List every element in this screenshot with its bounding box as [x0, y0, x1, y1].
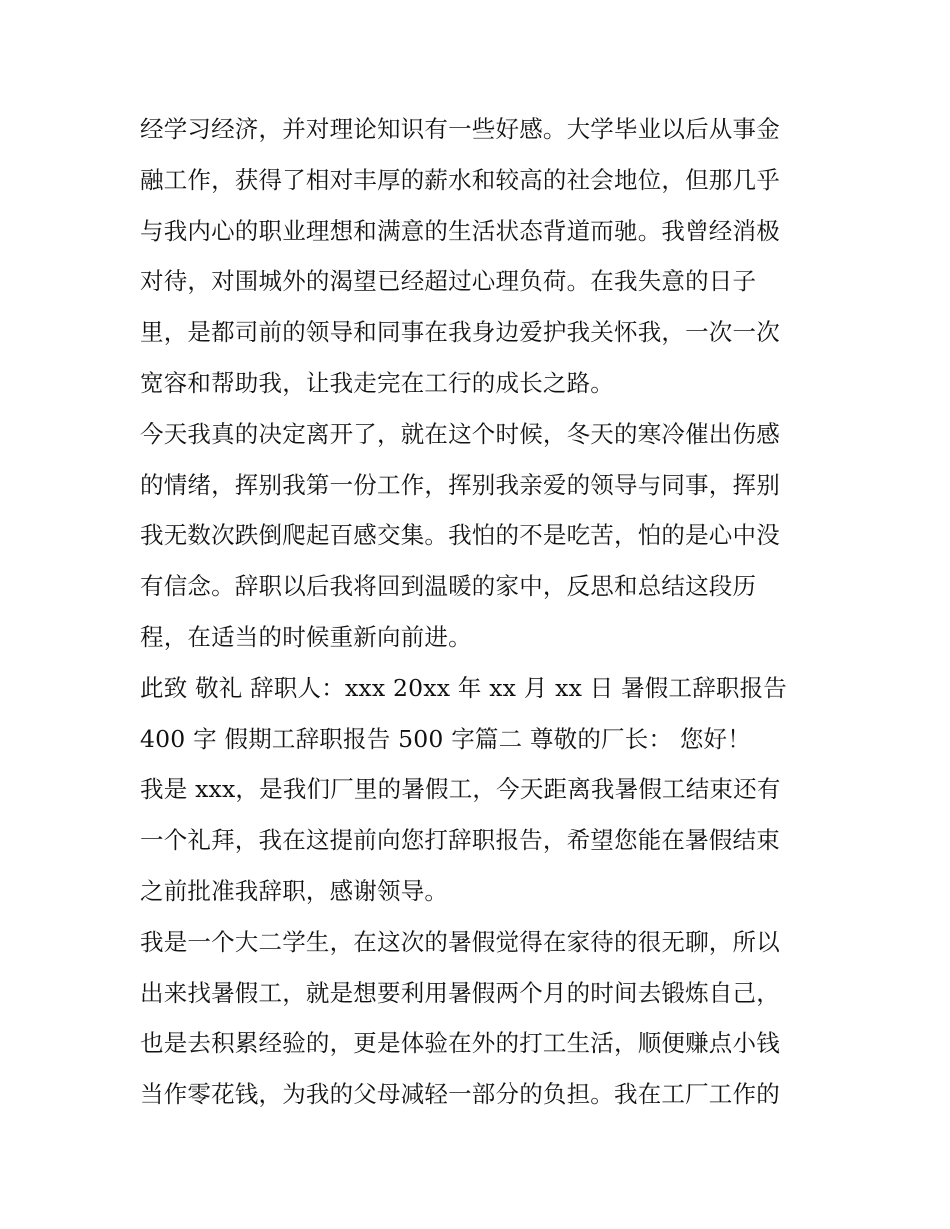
- text-line: 也是去积累经验的，更是体验在外的打工生活，顺便赚点小钱: [140, 1029, 780, 1058]
- text-line: 融工作，获得了相对丰厚的薪水和较高的社会地位，但那几乎: [140, 165, 780, 194]
- text-line: 今天我真的决定离开了，就在这个时候，冬天的寒冷催出伤感: [140, 419, 780, 448]
- text-line: 我无数次跌倒爬起百感交集。我怕的不是吃苦，怕的是心中没: [140, 521, 780, 550]
- text-line: 我是 xxx，是我们厂里的暑假工，今天距离我暑假工结束还有: [140, 775, 781, 804]
- text-line: 此致 敬礼 辞职人：xxx 20xx 年 xx 月 xx 日 暑假工辞职报告: [140, 673, 788, 702]
- text-line: 一个礼拜，我在这提前向您打辞职报告，希望您能在暑假结束: [140, 826, 780, 855]
- text-line: 之前批准我辞职，感谢领导。: [140, 876, 449, 905]
- text-line: 出来找暑假工，就是想要利用暑假两个月的时间去锻炼自己，: [140, 978, 780, 1007]
- text-line: 对待，对围城外的渴望已经超过心理负荷。在我失意的日子: [140, 267, 757, 296]
- text-line: 的情绪，挥别我第一份工作，挥别我亲爱的领导与同事，挥别: [140, 470, 780, 499]
- document-body: [140, 104, 820, 1120]
- text-line: 与我内心的职业理想和满意的生活状态背道而驰。我曾经消极: [140, 216, 780, 245]
- text-line: 里，是都司前的领导和同事在我身边爱护我关怀我，一次一次: [140, 318, 780, 347]
- text-line: 宽容和帮助我，让我走完在工行的成长之路。: [140, 368, 614, 397]
- text-line: 有信念。辞职以后我将回到温暖的家中，反思和总结这段历: [140, 572, 757, 601]
- text-line: 当作零花钱，为我的父母减轻一部分的负担。我在工厂工作的: [140, 1080, 780, 1109]
- text-line: 400 字 假期工辞职报告 500 字篇二 尊敬的厂长： 您好！: [140, 724, 751, 753]
- text-line: 经学习经济，并对理论知识有一些好感。大学毕业以后从事金: [140, 115, 780, 143]
- text-line: 程，在适当的时候重新向前进。: [140, 622, 472, 651]
- text-line: 我是一个大二学生，在这次的暑假觉得在家待的很无聊，所以: [140, 927, 780, 956]
